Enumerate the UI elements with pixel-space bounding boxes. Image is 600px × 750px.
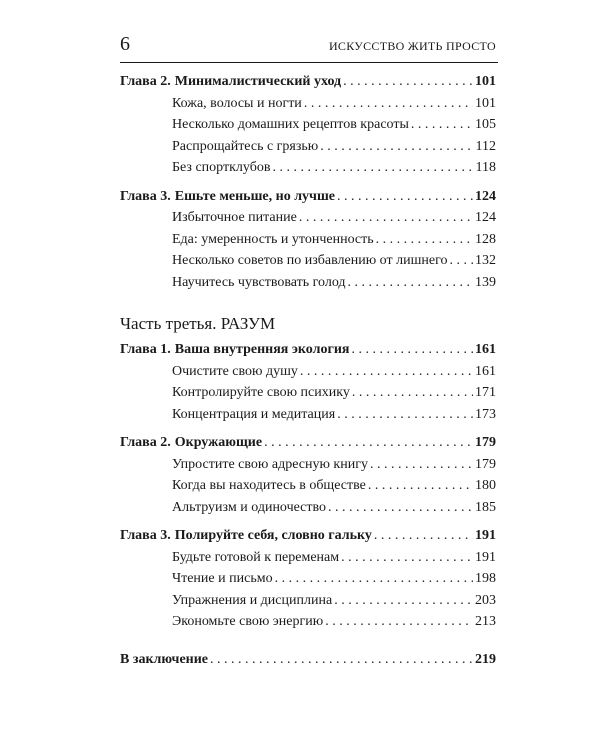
toc-item[interactable] bbox=[120, 275, 496, 297]
page-ref: 101 bbox=[475, 74, 496, 89]
toc-conclusion[interactable] bbox=[120, 652, 496, 674]
table-of-contents bbox=[120, 74, 496, 673]
page-ref: 101 bbox=[475, 95, 496, 111]
toc-chapter[interactable] bbox=[120, 435, 496, 457]
page-ref: 173 bbox=[475, 406, 496, 422]
chapter-label: Глава 1. bbox=[120, 342, 171, 357]
page-ref: 180 bbox=[475, 478, 496, 493]
page-ref: 112 bbox=[475, 138, 496, 154]
dot-leader bbox=[370, 457, 473, 473]
running-title: ИСКУССТВО ЖИТЬ ПРОСТО bbox=[328, 39, 496, 53]
dot-leader bbox=[368, 478, 473, 494]
page-ref: 105 bbox=[475, 117, 496, 132]
dot-leader bbox=[328, 500, 473, 516]
toc-item[interactable] bbox=[120, 253, 496, 275]
page-ref: 219 bbox=[475, 651, 496, 667]
dot-leader bbox=[449, 253, 473, 269]
page-ref: 171 bbox=[475, 385, 496, 400]
header-rule bbox=[120, 62, 498, 63]
item-title: Научитесь чувствовать голод bbox=[172, 274, 346, 290]
dot-leader bbox=[343, 74, 473, 90]
item-title: Упражнения и дисциплина bbox=[172, 592, 333, 608]
dot-leader bbox=[337, 407, 473, 423]
page-ref: 124 bbox=[475, 210, 496, 225]
toc-item[interactable] bbox=[120, 457, 496, 479]
page-ref: 118 bbox=[475, 160, 496, 175]
toc-item[interactable] bbox=[120, 232, 496, 254]
toc-item[interactable] bbox=[120, 500, 496, 522]
toc-chapter[interactable] bbox=[120, 342, 496, 364]
part-title: Часть третья. РАЗУМ bbox=[120, 314, 276, 333]
item-title: Без спортклубов bbox=[172, 160, 271, 175]
toc-item[interactable] bbox=[120, 160, 496, 182]
dot-leader bbox=[411, 117, 473, 133]
item-title: Несколько домашних рецептов красоты bbox=[172, 117, 409, 132]
item-title: Когда вы находитесь в обществе bbox=[172, 478, 366, 493]
toc-item[interactable] bbox=[120, 96, 496, 118]
page-header bbox=[120, 33, 496, 59]
chapter-title: Окружающие bbox=[174, 435, 263, 450]
chapter-label: Глава 3. bbox=[120, 528, 171, 543]
page-ref: 185 bbox=[475, 499, 496, 515]
page-ref: 203 bbox=[475, 592, 496, 608]
dot-leader bbox=[210, 652, 473, 668]
item-title: Избыточное питание bbox=[172, 210, 297, 225]
toc-item[interactable] bbox=[120, 139, 496, 161]
conclusion-title: В заключение bbox=[120, 651, 209, 667]
page-ref: 139 bbox=[475, 274, 496, 290]
toc-item[interactable] bbox=[120, 364, 496, 386]
chapter-label: Глава 2. bbox=[120, 435, 171, 450]
dot-leader bbox=[348, 275, 473, 291]
dot-leader bbox=[304, 96, 473, 112]
chapter-title: Ешьте меньше, но лучше bbox=[174, 188, 335, 204]
page-ref: 213 bbox=[475, 614, 496, 629]
toc-item[interactable] bbox=[120, 210, 496, 232]
item-title: Экономьте свою энергию bbox=[172, 614, 324, 629]
chapter-title: Минималистический уход bbox=[174, 74, 342, 89]
page-ref: 161 bbox=[475, 342, 496, 357]
dot-leader bbox=[272, 160, 473, 176]
page-ref: 179 bbox=[475, 435, 496, 450]
page-ref: 161 bbox=[475, 363, 496, 379]
dot-leader bbox=[374, 528, 473, 544]
item-title: Распрощайтесь с грязью bbox=[172, 138, 319, 154]
chapter-label: Глава 2. bbox=[120, 74, 171, 89]
toc-item[interactable] bbox=[120, 385, 496, 407]
chapter-title: Ваша внутренняя экология bbox=[174, 342, 350, 357]
toc-item[interactable] bbox=[120, 478, 496, 500]
toc-item[interactable] bbox=[120, 571, 496, 593]
toc-item[interactable] bbox=[120, 117, 496, 139]
dot-leader bbox=[337, 189, 473, 205]
chapter-title: Полируйте себя, словно гальку bbox=[174, 528, 372, 543]
dot-leader bbox=[341, 550, 473, 566]
item-title: Еда: умеренность и утонченность bbox=[172, 231, 374, 247]
dot-leader bbox=[376, 232, 473, 248]
dot-leader bbox=[320, 139, 473, 155]
item-title: Альтруизм и одиночество bbox=[172, 499, 327, 515]
item-title: Упростите свою адресную книгу bbox=[172, 456, 368, 472]
dot-leader bbox=[325, 614, 473, 630]
page-ref: 128 bbox=[475, 231, 496, 247]
page-ref: 132 bbox=[475, 253, 496, 268]
toc-chapter[interactable] bbox=[120, 189, 496, 211]
page-number: 6 bbox=[120, 33, 130, 55]
dot-leader bbox=[299, 210, 473, 226]
chapter-label: Глава 3. bbox=[120, 188, 171, 204]
item-title: Концентрация и медитация bbox=[172, 406, 336, 422]
item-title: Контролируйте свою психику bbox=[172, 385, 350, 400]
dot-leader bbox=[334, 593, 473, 609]
dot-leader bbox=[264, 435, 473, 451]
dot-leader bbox=[275, 571, 473, 587]
page-ref: 179 bbox=[475, 456, 496, 472]
item-title: Несколько советов по избавлению от лишнего bbox=[172, 253, 448, 268]
dot-leader bbox=[351, 342, 473, 358]
toc-item[interactable] bbox=[120, 614, 496, 636]
item-title: Чтение и письмо bbox=[172, 571, 273, 586]
toc-item[interactable] bbox=[120, 550, 496, 572]
item-title: Очистите свою душу bbox=[172, 363, 298, 379]
item-title: Будьте готовой к переменам bbox=[172, 549, 340, 565]
dot-leader bbox=[300, 364, 473, 380]
item-title: Кожа, волосы и ногти bbox=[172, 95, 302, 111]
toc-item[interactable] bbox=[120, 593, 496, 615]
toc-chapter[interactable] bbox=[120, 74, 496, 96]
page-ref: 191 bbox=[475, 549, 496, 565]
toc-chapter[interactable] bbox=[120, 528, 496, 550]
dot-leader bbox=[352, 385, 473, 401]
page-ref: 124 bbox=[475, 188, 496, 204]
page-ref: 198 bbox=[475, 571, 496, 586]
toc-item[interactable] bbox=[120, 407, 496, 429]
page-ref: 191 bbox=[475, 528, 496, 543]
